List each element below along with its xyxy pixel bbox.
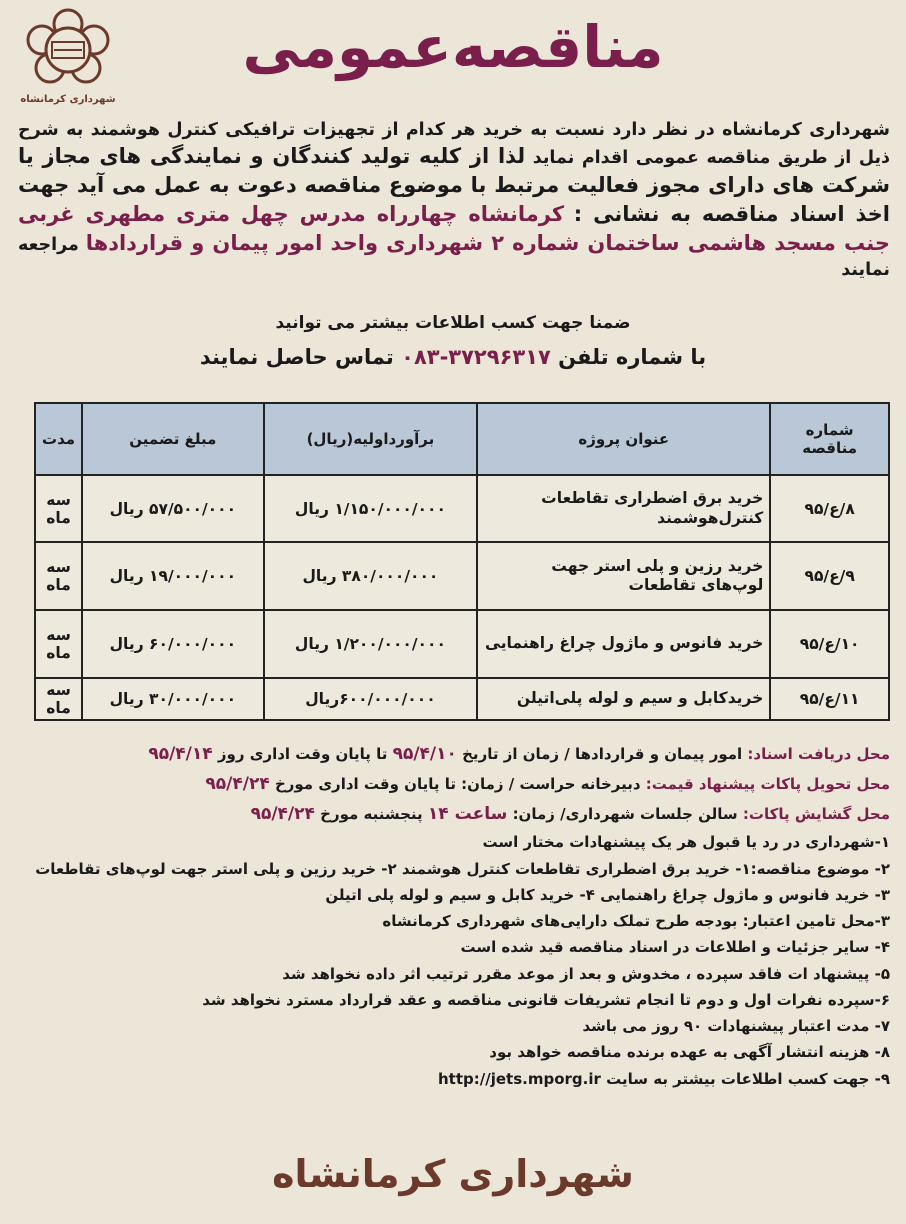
table-row bbox=[35, 610, 889, 678]
contact-suffix: تماس حاصل نمایند bbox=[199, 345, 394, 369]
tender-table bbox=[34, 402, 890, 721]
intro-text-1: شهرداری کرمانشاه در نظر دارد نسبت به خرید هر کدام از تجهیزات ترافیکی کنترل هوشمند به شرح ذیل از طریق مناقصه عمومی اقدام نماید bbox=[18, 120, 890, 169]
open-time: ساعت ۱۴ bbox=[427, 803, 508, 824]
municipality-logo bbox=[8, 6, 128, 124]
open-text: سالن جلسات شهرداری/ زمان: bbox=[512, 804, 738, 823]
cell-estimate: ۳۸۰/۰۰۰/۰۰۰ ریال bbox=[264, 542, 478, 610]
deliver-label: محل تحویل پاکات پیشنهاد قیمت: bbox=[645, 774, 890, 793]
footer-signature: شهرداری کرمانشاه bbox=[272, 1152, 634, 1196]
open-date: ۹۵/۴/۲۴ bbox=[250, 803, 315, 824]
cell-duration: سه ماه bbox=[35, 475, 82, 542]
contact-prefix: با شماره تلفن bbox=[558, 345, 707, 369]
deliver-bids-line bbox=[14, 770, 890, 800]
receive-label: محل دریافت اسناد: bbox=[747, 745, 890, 763]
term-item: ۱-شهرداری در رد یا قبول هر یک پیشنهادات مختار است bbox=[482, 833, 890, 852]
website-prefix: ۹- جهت کسب اطلاعات بیشتر به سایت bbox=[606, 1069, 890, 1088]
deliver-text: دبیرخانه حراست / زمان: تا پایان وقت اداری مورخ bbox=[274, 774, 641, 793]
receive-documents-line bbox=[14, 740, 890, 770]
website-link[interactable]: http://jets.mporg.ir bbox=[438, 1069, 601, 1088]
open-bids-line bbox=[14, 800, 890, 830]
cell-number: ۸/ع/۹۵ bbox=[770, 475, 889, 542]
intro-paragraph bbox=[18, 118, 890, 282]
table-header-row bbox=[35, 403, 889, 475]
table-row bbox=[35, 678, 889, 720]
open-mid: پنجشنبه مورخ bbox=[320, 804, 423, 823]
cell-guarantee: ۱۹/۰۰۰/۰۰۰ ریال bbox=[82, 542, 264, 610]
cell-estimate: ۶۰۰/۰۰۰/۰۰۰ریال bbox=[264, 678, 478, 720]
intro-address: کرمانشاه چهارراه مدرس چهل متری مطهری غربی جنب مسجد هاشمی ساختمان شماره ۲ شهرداری واحد امور پیمان و قراردادها bbox=[18, 202, 890, 256]
term-item: ۸- هزینه انتشار آگهی به عهده برنده مناقصه خواهد بود bbox=[489, 1043, 890, 1062]
cell-title: خرید رزین و پلی استر جهت لوپ‌های تقاطعات bbox=[477, 542, 770, 610]
term-item: ۲- موضوع مناقصه:۱- خرید برق اضطراری تقاطعات کنترل هوشمند ۲- خرید رزین و پلی استر جهت لوپ‌های تقاطعات bbox=[35, 859, 890, 878]
receive-text: امور پیمان و قراردادها / زمان از تاریخ bbox=[462, 745, 743, 763]
cell-guarantee: ۶۰/۰۰۰/۰۰۰ ریال bbox=[82, 610, 264, 678]
cell-guarantee: ۵۷/۵۰۰/۰۰۰ ریال bbox=[82, 475, 264, 542]
cell-title: خرید برق اضطراری تقاطعات کنترل‌هوشمند bbox=[477, 475, 770, 542]
cell-duration: سه ماه bbox=[35, 542, 82, 610]
contact-line-2 bbox=[0, 345, 906, 369]
col-header-number: شماره مناقصه bbox=[770, 403, 889, 475]
table-row bbox=[35, 542, 889, 610]
phone-number: ۰۸۳-۳۷۲۹۶۳۱۷ bbox=[401, 345, 551, 369]
col-header-estimate: برآورداولیه(ریال) bbox=[264, 403, 478, 475]
term-item: ۴- سایر جزئیات و اطلاعات در اسناد مناقصه قید شده است bbox=[460, 938, 890, 957]
contact-line-1: ضمنا جهت کسب اطلاعات بیشتر می توانید bbox=[275, 313, 631, 333]
open-label: محل گشایش پاکات: bbox=[742, 804, 890, 823]
cell-number: ۱۱/ع/۹۵ bbox=[770, 678, 889, 720]
term-item: ۷- مدت اعتبار پیشنهادات ۹۰ روز می باشد bbox=[582, 1017, 890, 1035]
term-item: ۶-سپرده نفرات اول و دوم تا انجام تشریفات قانونی مناقصه و عقد قرارداد مسترد نخواهد شد bbox=[202, 990, 890, 1009]
cell-title: خرید فانوس و ماژول چراغ راهنمایی bbox=[477, 610, 770, 678]
cell-title: خرید‌کابل و سیم و لوله پلی‌اتیلن bbox=[477, 678, 770, 720]
col-header-duration: مدت bbox=[35, 403, 82, 475]
term-item: ۳-محل تامین اعتبار: بودجه طرح تملک دارایی‌های شهرداری کرمانشاه bbox=[382, 912, 890, 930]
term-item: ۵- پیشنهاد ات فاقد سپرده ، مخدوش و بعد از موعد مقرر ترتیب اثر داده نخواهد شد bbox=[282, 964, 890, 983]
cell-estimate: ۱/۲۰۰/۰۰۰/۰۰۰ ریال bbox=[264, 610, 478, 678]
term-item: ۳- خرید فانوس و ماژول چراغ راهنمایی ۴- خرید کابل و سیم و لوله پلی اتیلن bbox=[325, 885, 890, 904]
col-header-guarantee: مبلغ تضمین bbox=[82, 403, 264, 475]
cell-estimate: ۱/۱۵۰/۰۰۰/۰۰۰ ریال bbox=[264, 475, 478, 542]
logo-emblem-icon bbox=[22, 6, 114, 94]
receive-mid: تا پایان وقت اداری روز bbox=[217, 745, 388, 763]
table-row bbox=[35, 475, 889, 542]
intro-text-2: لذا از کلیه تولید کنندگان و نمایندگی های مجاز یا شرکت های دارای مجوز فعالیت مرتبط با موضوع مناقصه دعوت به عمل می آید جهت اخذ اسناد مناقصه به نشانی : bbox=[18, 144, 890, 227]
cell-number: ۹/ع/۹۵ bbox=[770, 542, 889, 610]
tender-details bbox=[14, 740, 890, 1092]
col-header-title: عنوان پروژه bbox=[477, 403, 770, 475]
receive-to-date: ۹۵/۴/۱۴ bbox=[148, 744, 213, 764]
cell-duration: سه ماه bbox=[35, 678, 82, 720]
term-item-website bbox=[14, 1066, 890, 1092]
page-title: مناقصه‌عمومی bbox=[242, 13, 664, 81]
deliver-date: ۹۵/۴/۲۴ bbox=[205, 773, 270, 794]
logo-caption: شهرداری کرمانشاه bbox=[20, 94, 116, 105]
receive-from-date: ۹۵/۴/۱۰ bbox=[392, 744, 457, 764]
cell-number: ۱۰/ع/۹۵ bbox=[770, 610, 889, 678]
cell-duration: سه ماه bbox=[35, 610, 82, 678]
cell-guarantee: ۳۰/۰۰۰/۰۰۰ ریال bbox=[82, 678, 264, 720]
intro-text-3: مراجعه نمایند bbox=[18, 235, 890, 281]
